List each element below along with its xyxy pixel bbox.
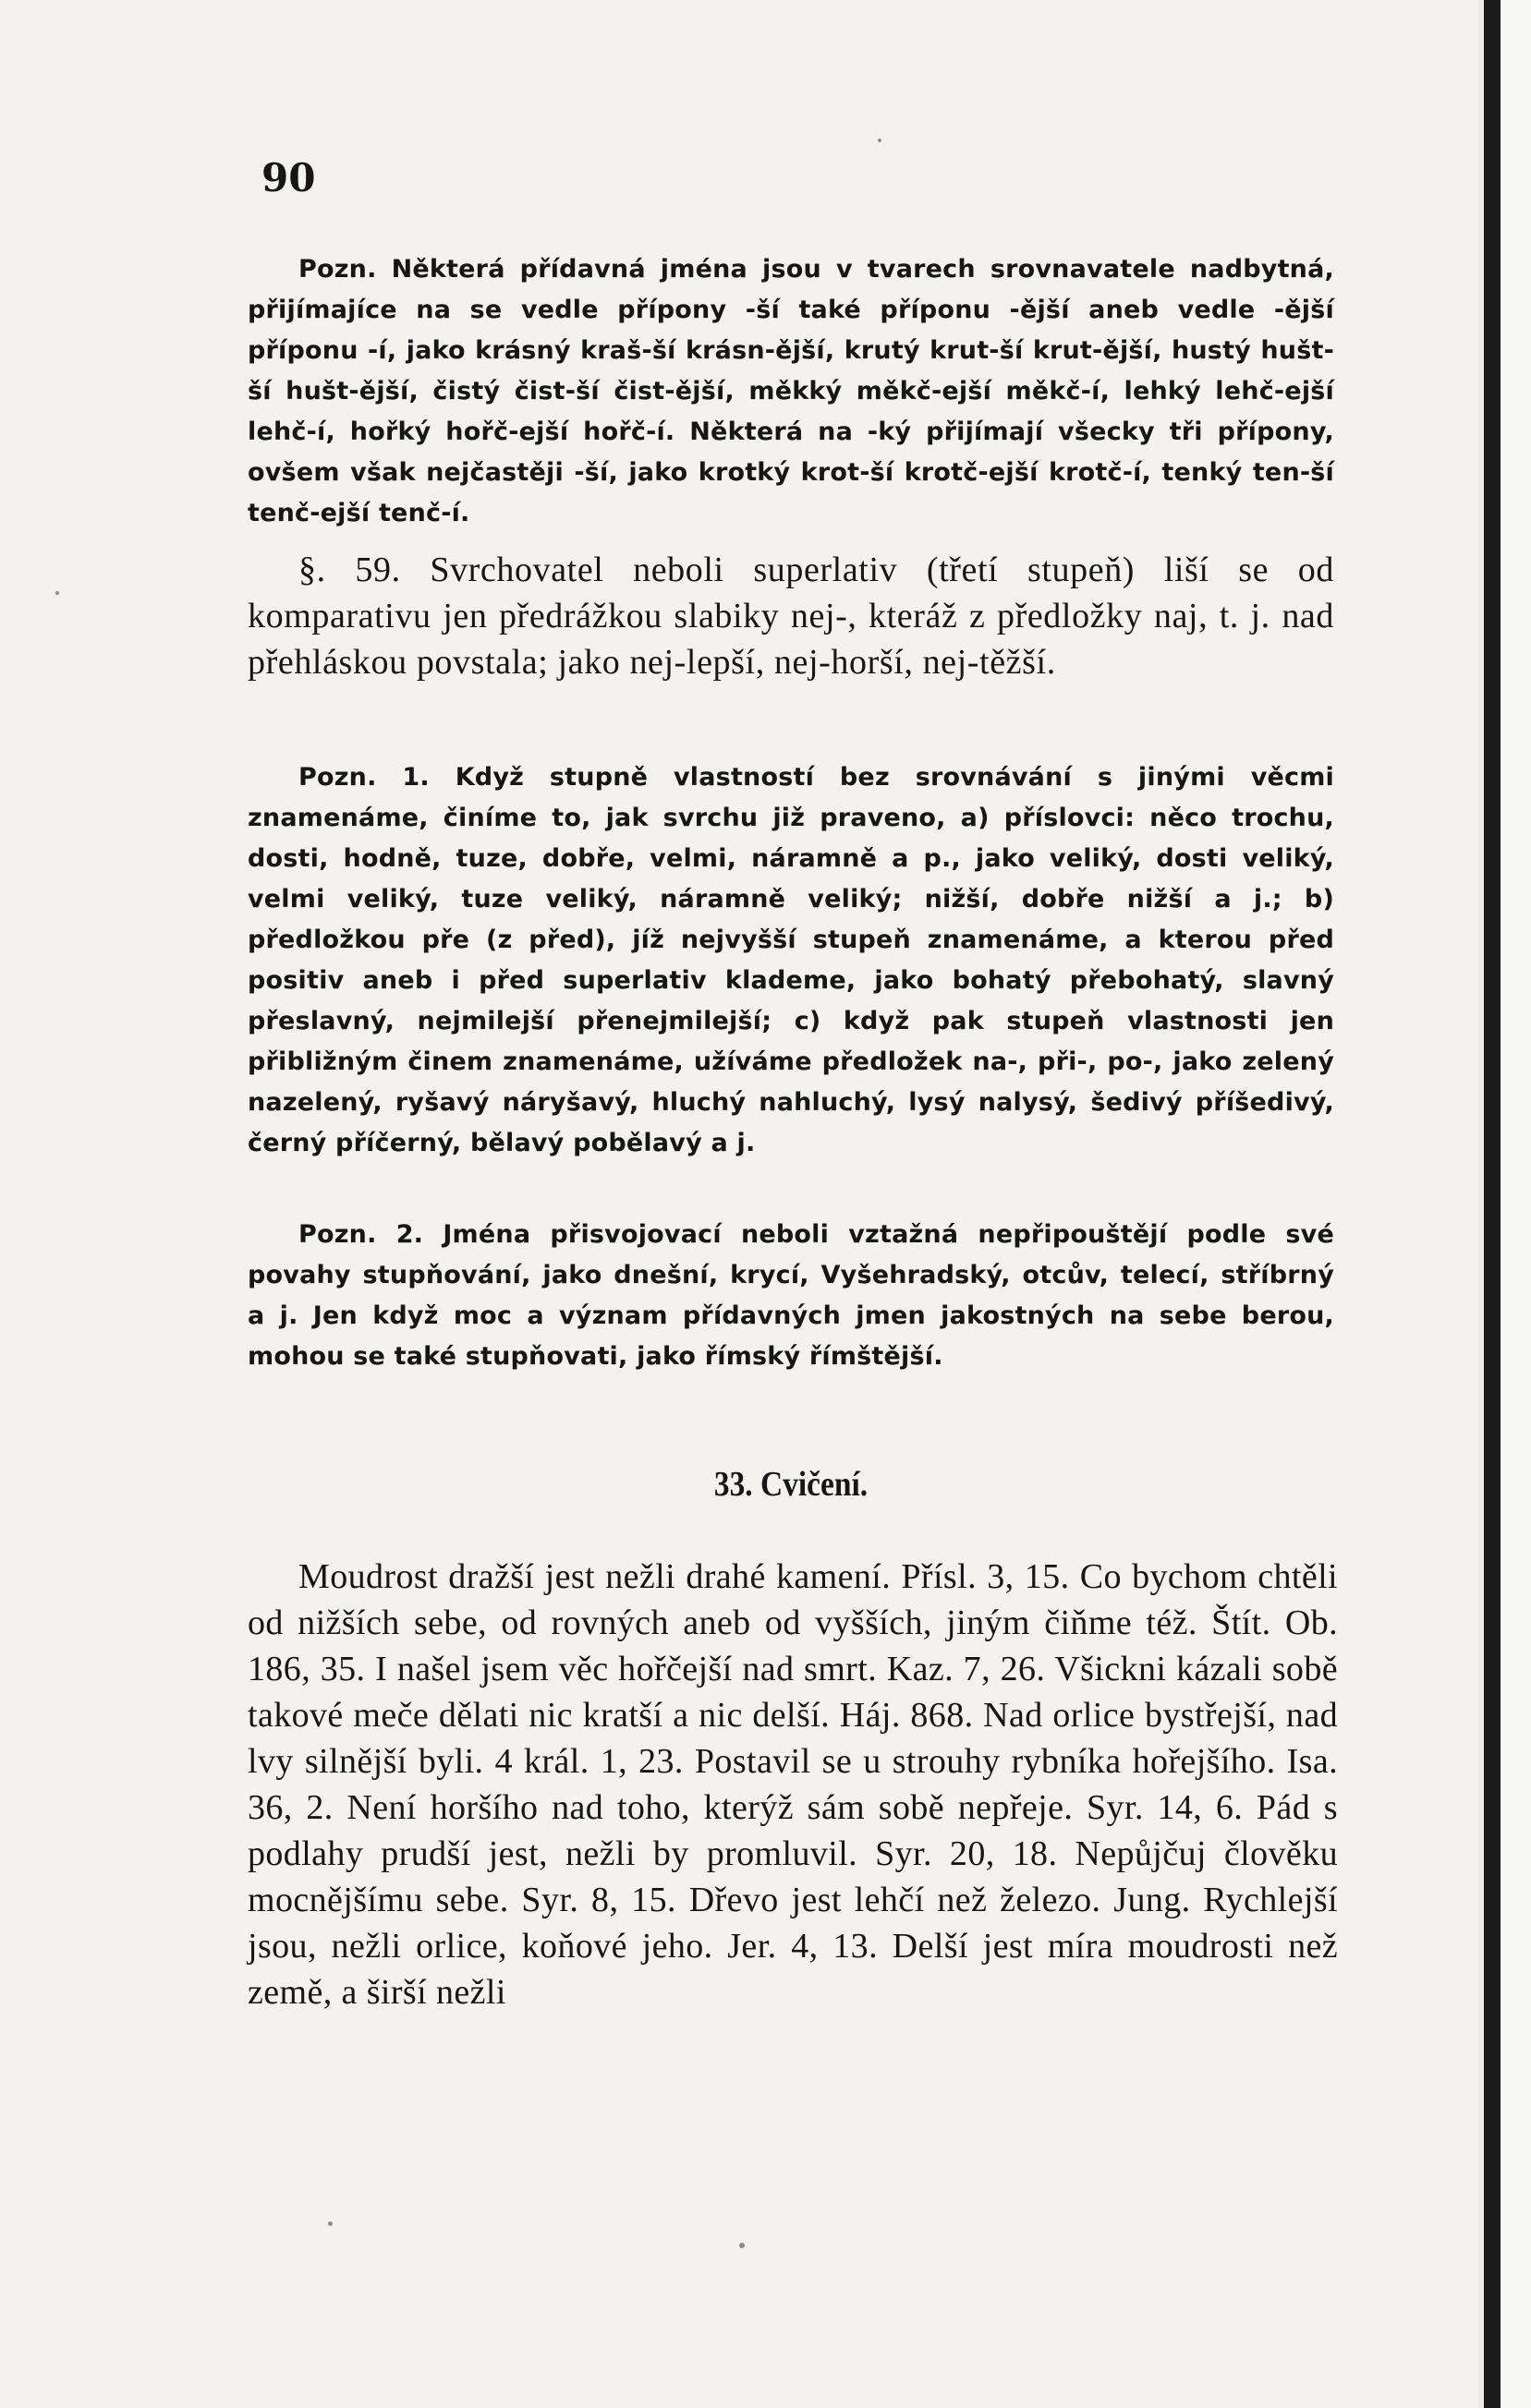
page-edge-shadow (1484, 0, 1501, 2408)
note-comparative (248, 249, 1334, 534)
exercise-heading: 33. Cvičení. (713, 1465, 869, 1504)
scan-speck (328, 2221, 333, 2226)
page-number: 90 (261, 155, 316, 200)
scan-speck (878, 139, 881, 142)
exercise-text: Moudrost dražší jest nežli drahé kamení. Přísl. 3, 15. Co bychom chtěli od nižších sebe, od rovných aneb od vyšších, jiným čiňme též. Štít. Ob. 186, 35. I našel jsem věc hořčejší nad smrt. Kaz. 7, 26. Všickni kázali sobě takové meče dělati nic kratší a nic delší. Háj. 868. Nad orlice bystřejší, nad lvy silnější byli. 4 král. 1, 23. Postavil se u strouhy rybníka hořejšího. Isa. 36, 2. Není horšího nad toho, kterýž sám sobě nepřeje. Syr. 14, 6. Pád s podlahy prudší jest, nežli by promluvil. Syr. 20, 18. Nepůjčuj člověku mocnějšímu sebe. Syr. 8, 15. Dřevo jest lehčí než železo. Jung. Rychlejší jsou, nežli orlice, koňové jeho. Jer. 4, 13. Delší jest míra moudrosti než země, a širší nežli (248, 1557, 1338, 2012)
note-1 (248, 757, 1334, 1164)
note-text: Některá přídavná jména jsou v tvarech srovnavatele nadbytná, přijímajíce na se vedle přípony -ší také příponu -ější aneb vedle -ější příponu -í, jako krásný kraš-ší krásn-ější, krutý krut-ší krut-ější, hustý hušt-ší hušt-ější, čistý čist-ší čist-ější, měkký měkč-ejší měkč-í, lehký lehč-ejší lehč-í, hořký hořč-ejší hořč-í. Některá na -ký přijímají všecky tři přípony, ovšem však nejčastěji -ší, jako krotký krot-ší krotč-ejší krotč-í, tenký ten-ší tenč-ejší tenč-í. (248, 255, 1334, 527)
scan-margin (1501, 0, 1531, 2408)
section-59 (248, 547, 1334, 685)
note-label: Pozn. 1. (298, 763, 430, 792)
note-text: Jména přisvojovací neboli vztažná nepřipouštějí podle své povahy stupňování, jako dnešní, krycí, Vyšehradský, otcův, telecí, stříbrný a j. Jen když moc a význam přídavných jmen jakostných na sebe berou, mohou se také stupňovati, jako římský římštější. (248, 1220, 1334, 1371)
scan-speck (739, 2243, 745, 2248)
scan-speck (55, 591, 59, 595)
section-59-text: §. 59. Svrchovatel neboli superlativ (třetí stupeň) liší se od komparativu jen předrážkou slabiky nej-, kteráž z předložky naj, t. j. nad přehláskou povstala; jako nej-lepší, nej-horší, nej-těžší. (248, 551, 1334, 682)
note-2 (248, 1215, 1334, 1377)
exercise-heading-block (248, 1464, 1334, 1505)
note-text: Když stupně vlastností bez srovnávání s jinými věcmi znamenáme, činíme to, jak svrchu již praveno, a) příslovci: něco trochu, dosti, hodně, tuze, dobře, velmi, náramně a p., jako veliký, dosti veliký, velmi veliký, tuze veliký, náramně veliký; nižší, dobře nižší a j.; b) předložkou pře (z před), jíž nejvyšší stupeň znamenáme, a kterou před positiv aneb i před superlativ klademe, jako bohatý přebohatý, slavný přeslavný, nejmilejší přenejmilejší; c) když pak stupeň vlastnosti jen přibližným činem znamenáme, užíváme předložek na-, při-, po-, jako zelený nazelený, ryšavý náryšavý, hluchý nahluchý, lysý nalysý, šedivý příšedivý, černý příčerný, bělavý pobělavý a j. (248, 763, 1335, 1157)
note-label: Pozn. 2. (298, 1220, 424, 1249)
note-label: Pozn. (298, 255, 377, 284)
exercise-body (248, 1554, 1338, 2015)
